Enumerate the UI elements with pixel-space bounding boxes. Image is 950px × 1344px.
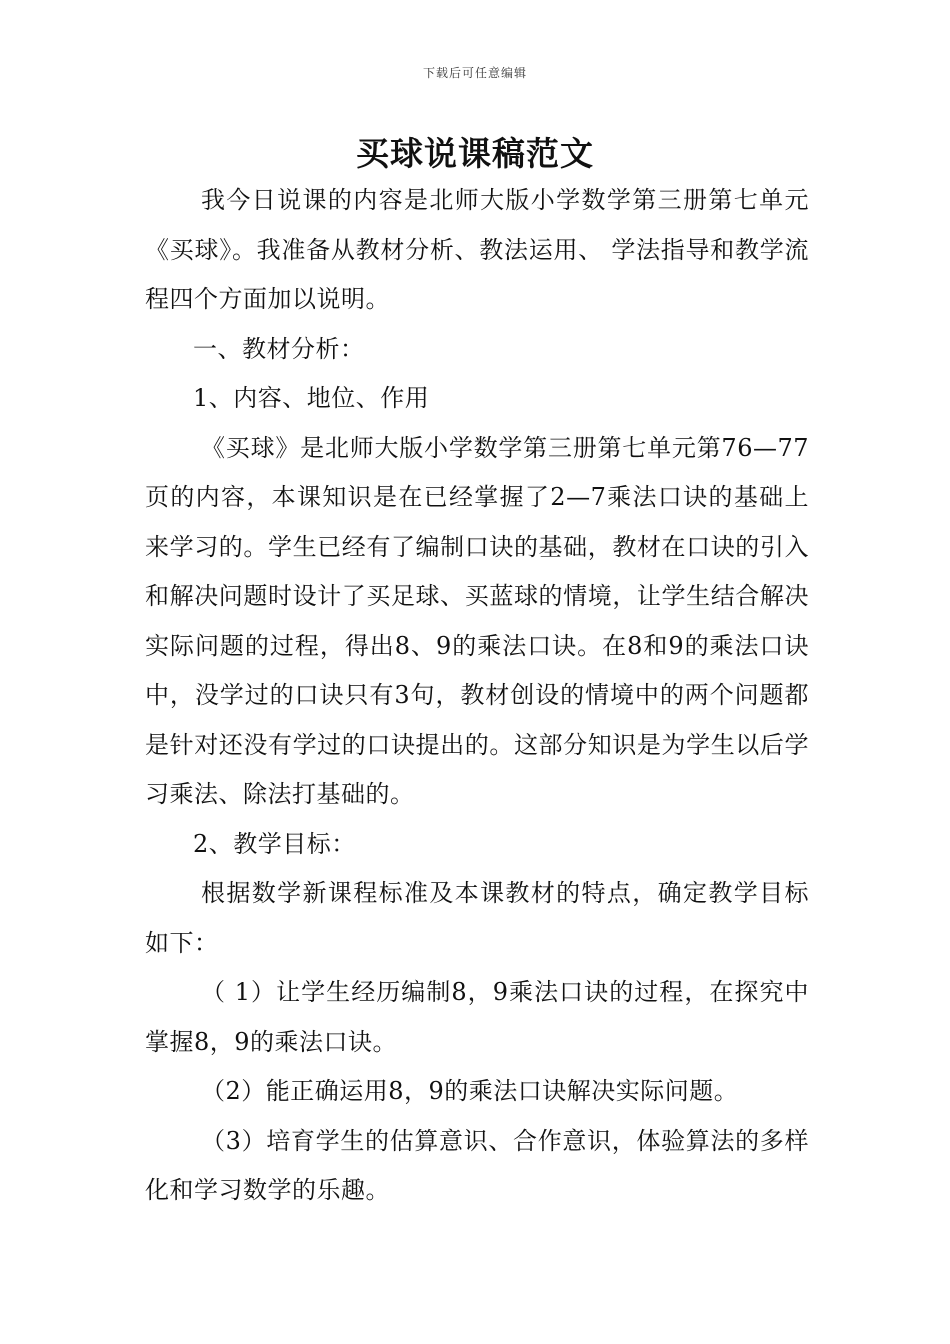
goal-item-2: （2）能正确运用8，9的乘法口诀解决实际问题。 (201, 1077, 739, 1105)
paragraph-goals-intro: 根据数学新课程标准及本课教材的特点，确定教学目标如下： (145, 879, 809, 957)
paragraph-material-description: 《买球》是北师大版小学数学第三册第七单元第76—77页的内容，本课知识是在已经掌握了2—7乘法口诀的基础上来学习的。学生已经有了编制口诀的基础，教材在口诀的引入和解决问题时设计了买足球、买蓝球的情境，让学生结合解决实际问题的过程，得出8、9的乘法口诀。在8和9的乘法口诀中，没学过的口诀只有3句，教材创设的情境中的两个问题都是针对还没有学过的口诀提出的。这部分知识是为学生以后学习乘法、除法打基础的。 (145, 433, 809, 808)
subheading-content-position-role: 1、内容、地位、作用 (193, 384, 430, 412)
document-title: 买球说课稿范文 (356, 134, 594, 173)
goal-item-3: （3）培育学生的估算意识、合作意识，体验算法的多样化和学习数学的乐趣。 (145, 1126, 809, 1204)
document-body (145, 176, 809, 1216)
section-heading-material-analysis: 一、教材分析： (193, 334, 365, 363)
header-note: 下载后可任意编辑 (422, 66, 527, 80)
goal-item-1: （ 1）让学生经历编制8，9乘法口诀的过程，在探究中掌握8，9的乘法口诀。 (145, 978, 809, 1056)
subheading-teaching-goals: 2、教学目标： (193, 829, 356, 858)
paragraph-intro: 我今日说课的内容是北师大版小学数学第三册第七单元《买球》。我准备从教材分析、教法运用、 学法指导和教学流程四个方面加以说明。 (145, 186, 809, 313)
